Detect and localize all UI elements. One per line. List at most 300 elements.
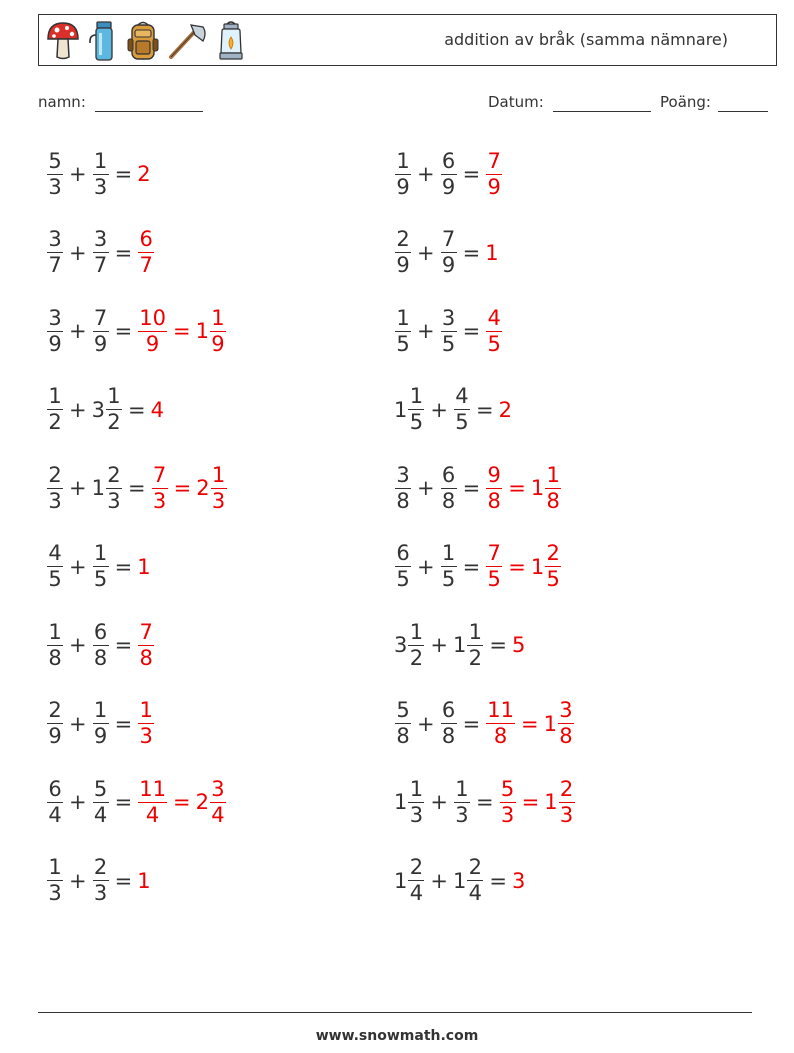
fraction [47,541,63,592]
denominator: 5 [396,331,410,356]
plus-sign: + [69,162,87,186]
plus-sign: + [69,554,87,579]
denominator: 2 [409,645,424,670]
answer-equals-sign: = [173,476,192,500]
fraction [47,149,63,200]
addend-1 [394,698,412,749]
numerator: 1 [468,619,483,644]
answer-value [196,463,227,514]
answer [512,869,525,893]
numerator: 5 [48,148,62,173]
fraction [47,620,63,671]
answer-value [137,698,155,749]
denominator: 3 [152,488,167,513]
plus-sign: + [417,554,435,579]
addend-1 [46,541,64,592]
plus-sign: + [69,397,87,422]
fraction [138,620,154,671]
equals-sign: = [114,711,133,736]
denominator: 4 [409,881,424,905]
addend-2 [440,149,458,200]
addend-1 [394,149,412,200]
whole-number: 3 [91,397,105,422]
answer-value [137,777,168,828]
whole-number: 2 [137,162,151,186]
answer-value [499,398,512,422]
answer [137,620,155,671]
answer-value [137,555,150,579]
denominator: 9 [48,724,62,748]
fraction [138,777,167,828]
fraction [47,384,63,435]
fraction [395,149,411,200]
addend-2 [440,541,458,592]
whole-number: 1 [452,633,467,657]
addend-1 [394,541,412,592]
fraction [138,306,167,357]
denominator: 3 [48,174,62,199]
problem [394,144,503,204]
equals-sign: = [127,476,146,500]
numerator: 5 [93,776,108,801]
answer-value [485,463,503,514]
fraction [47,463,63,514]
fraction [408,384,424,435]
denominator: 9 [211,331,225,356]
equals-sign: = [489,868,507,893]
numerator: 6 [139,227,153,251]
equals-sign: = [462,319,481,343]
fraction [93,698,109,749]
answer-equals-sign: = [521,790,540,814]
numerator: 3 [48,305,62,330]
addend-1 [46,227,64,278]
answer-value [512,633,525,657]
plus-sign: + [69,868,87,893]
denominator: 8 [441,488,456,513]
answer-value [485,306,503,357]
fraction [500,777,516,828]
addend-1 [46,698,64,749]
answer-value [499,777,517,828]
addend-2 [92,306,110,357]
fraction [47,698,63,749]
denominator: 9 [441,253,456,277]
denominator: 5 [455,410,469,434]
whole-number: 1 [530,476,545,500]
denominator: 9 [441,174,456,199]
answer [137,162,150,186]
numerator: 1 [93,698,108,722]
problem [394,223,499,283]
answer-value [544,698,575,749]
denominator: 5 [409,410,424,434]
addend-2 [92,541,110,592]
numerator: 3 [559,698,573,722]
denominator: 3 [211,488,226,513]
footer-url: www.snowmath.com [315,1028,479,1044]
denominator: 2 [468,645,483,670]
fraction [559,777,575,828]
denominator: 3 [409,802,424,827]
answer [137,555,150,579]
equals-sign: = [114,790,133,814]
problem [46,458,228,518]
problem [394,301,503,361]
whole-number: 3 [511,868,526,893]
fraction [395,698,411,749]
numerator: 7 [487,541,501,565]
denominator: 4 [468,881,483,905]
numerator: 5 [500,776,515,801]
plus-sign: + [69,633,87,657]
equals-sign: = [462,162,481,186]
denominator: 5 [546,567,560,591]
numerator: 3 [48,227,62,251]
denominator: 3 [93,881,108,905]
fraction [93,620,109,671]
denominator: 3 [139,724,153,748]
answer-value [151,463,169,514]
thermos-icon [85,19,121,63]
answer-equals-sign: = [172,790,191,814]
numerator: 1 [409,619,424,644]
numerator: 2 [93,855,108,879]
answer-equals-sign: = [520,711,539,736]
fraction [395,306,411,357]
denominator: 2 [107,410,121,434]
addend-1 [46,306,64,357]
denominator: 5 [487,331,501,356]
equals-sign: = [462,711,481,736]
numerator: 1 [139,698,153,722]
addend-2 [440,463,458,514]
fraction [408,620,424,671]
answer [485,306,503,357]
fraction [441,698,457,749]
addend-2 [92,620,110,671]
numerator: 5 [396,698,410,722]
axe-icon [165,19,209,63]
addend-1 [46,777,64,828]
plus-sign: + [430,868,448,893]
fraction [138,698,154,749]
fraction [138,227,154,278]
denominator: 8 [487,488,501,513]
plus-sign: + [430,397,448,422]
answer-value [485,698,516,749]
numerator: 11 [487,698,514,722]
answer [499,777,576,828]
denominator: 3 [48,488,62,513]
footer-divider [38,1012,752,1013]
fraction [93,306,109,357]
whole-number: 1 [544,790,558,814]
addend-1 [46,855,64,906]
numerator: 7 [441,227,456,251]
whole-number: 1 [91,476,105,500]
fraction [441,149,457,200]
addend-1 [46,463,64,514]
fraction [47,306,63,357]
fraction [106,463,122,514]
fraction [454,777,470,828]
equals-sign: = [462,476,481,500]
numerator: 6 [396,541,410,565]
addend-2 [453,620,484,671]
problem [394,458,562,518]
fraction [152,463,168,514]
denominator: 3 [455,802,469,827]
worksheet-title: addition av bråk (samma nämnare) [444,30,728,49]
answer [137,306,227,357]
lantern-icon [213,19,249,63]
whole-number: 2 [196,476,210,500]
plus-sign: + [69,476,87,500]
date-field [488,92,651,112]
denominator: 3 [107,488,121,513]
numerator: 1 [396,148,410,173]
numerator: 1 [409,384,424,408]
addend-2 [92,149,110,200]
name-label: namn: [38,93,86,111]
plus-sign: + [417,711,435,736]
numerator: 6 [441,148,456,173]
backpack-icon [125,19,161,63]
numerator: 1 [409,776,424,801]
denominator: 7 [48,253,62,277]
equals-sign: = [489,633,507,657]
problem [46,537,151,597]
answer-value [137,306,168,357]
fraction [47,227,63,278]
addend-1 [394,463,412,514]
problem [394,615,525,675]
denominator: 8 [396,488,410,513]
answer [485,541,562,592]
answer [485,149,503,200]
problem [46,772,227,832]
whole-number: 1 [452,868,467,893]
equals-sign: = [127,397,146,422]
numerator: 9 [487,462,501,487]
answer-equals-sign: = [172,319,191,343]
mushroom-icon [45,19,81,63]
plus-sign: + [69,240,87,265]
denominator: 2 [48,410,62,434]
fraction [486,541,502,592]
denominator: 8 [396,724,410,748]
numerator: 1 [93,541,108,565]
problem [46,380,164,440]
fraction [210,306,226,357]
answer-value [531,463,562,514]
problem [46,223,155,283]
fraction [210,777,226,828]
worksheet-header [38,14,777,66]
answer-value [512,869,525,893]
name-line [95,95,203,112]
denominator: 9 [487,174,501,199]
addend-1 [394,227,412,278]
fraction [545,541,561,592]
answer-value [485,241,498,265]
date-label: Datum: [488,93,544,111]
numerator: 7 [93,305,108,330]
plus-sign: + [69,319,87,343]
denominator: 4 [93,802,108,827]
answer [137,777,227,828]
addend-2 [453,384,471,435]
fraction [47,777,63,828]
answer-value [544,777,575,828]
problem [46,301,227,361]
answer [151,463,228,514]
plus-sign: + [417,240,435,265]
numerator: 4 [487,305,501,330]
answer-value [151,398,164,422]
numerator: 3 [396,462,410,487]
denominator: 3 [93,174,108,199]
fraction [441,541,457,592]
answer-value [531,541,562,592]
addend-1 [394,855,425,906]
fraction [106,384,122,435]
numerator: 1 [546,462,560,487]
equals-sign: = [114,868,133,893]
numerator: 2 [409,855,424,879]
addend-2 [440,698,458,749]
addend-2 [92,463,123,514]
numerator: 1 [93,148,108,173]
whole-number: 3 [394,633,408,657]
problem [46,615,155,675]
answer [512,633,525,657]
whole-number: 1 [530,554,545,579]
fraction [395,541,411,592]
answer [499,398,512,422]
equals-sign: = [114,554,133,579]
denominator: 9 [145,331,160,356]
numerator: 7 [139,619,153,644]
fraction [395,227,411,278]
denominator: 9 [93,331,108,356]
answer-value [137,162,150,186]
answer [485,241,498,265]
plus-sign: + [69,790,87,814]
denominator: 9 [396,174,410,199]
answer-equals-sign: = [508,476,526,500]
denominator: 5 [487,567,501,591]
problem [394,851,525,911]
date-line [553,95,651,112]
fraction [486,698,515,749]
denominator: 3 [500,802,515,827]
fraction [486,149,502,200]
answer-value [196,777,227,828]
numerator: 7 [152,462,167,487]
fraction [558,698,574,749]
problem [394,772,576,832]
numerator: 3 [93,227,108,251]
numerator: 1 [48,855,62,879]
fraction [408,855,424,906]
plus-sign: + [417,319,435,343]
denominator: 9 [48,331,62,356]
answer [485,463,562,514]
numerator: 2 [546,541,560,565]
numerator: 10 [139,305,166,330]
numerator: 7 [487,148,501,173]
denominator: 8 [139,645,153,670]
fraction [441,306,457,357]
whole-number: 2 [195,790,209,814]
addend-1 [46,384,64,435]
score-line [718,95,768,112]
addend-2 [92,855,110,906]
whole-number: 1 [195,319,209,343]
answer [485,698,575,749]
fraction [93,541,109,592]
numerator: 1 [48,619,62,644]
whole-number: 1 [543,711,557,736]
plus-sign: + [417,162,435,186]
answer [137,869,150,893]
numerator: 6 [441,462,456,487]
numerator: 1 [48,384,62,408]
fraction [408,777,424,828]
problem [394,537,562,597]
numerator: 6 [441,698,456,722]
fraction [467,620,483,671]
equals-sign: = [114,633,133,657]
fraction [93,149,109,200]
addend-1 [394,384,425,435]
answer [137,227,155,278]
numerator: 6 [93,619,108,644]
numerator: 2 [48,698,62,722]
equals-sign: = [462,554,481,579]
numerator: 2 [559,776,574,801]
numerator: 1 [396,305,410,330]
answer-value [485,149,503,200]
addend-2 [92,384,123,435]
numerator: 1 [107,384,121,408]
answer-value [137,227,155,278]
denominator: 5 [441,567,456,591]
plus-sign: + [417,476,435,500]
numerator: 4 [48,541,62,565]
whole-number: 1 [394,790,408,814]
fraction [47,855,63,906]
fraction [93,855,109,906]
fraction [545,463,561,514]
answer-value [137,869,150,893]
fraction [467,855,483,906]
equals-sign: = [462,240,481,265]
addend-1 [394,620,425,671]
numerator: 1 [441,541,456,565]
answer-equals-sign: = [508,554,526,579]
denominator: 8 [546,488,560,513]
score-field [660,92,768,112]
addend-2 [92,227,110,278]
whole-number: 1 [394,868,408,893]
fraction [211,463,227,514]
whole-number: 1 [137,554,151,579]
denominator: 3 [48,881,62,905]
header-icons [45,19,249,63]
